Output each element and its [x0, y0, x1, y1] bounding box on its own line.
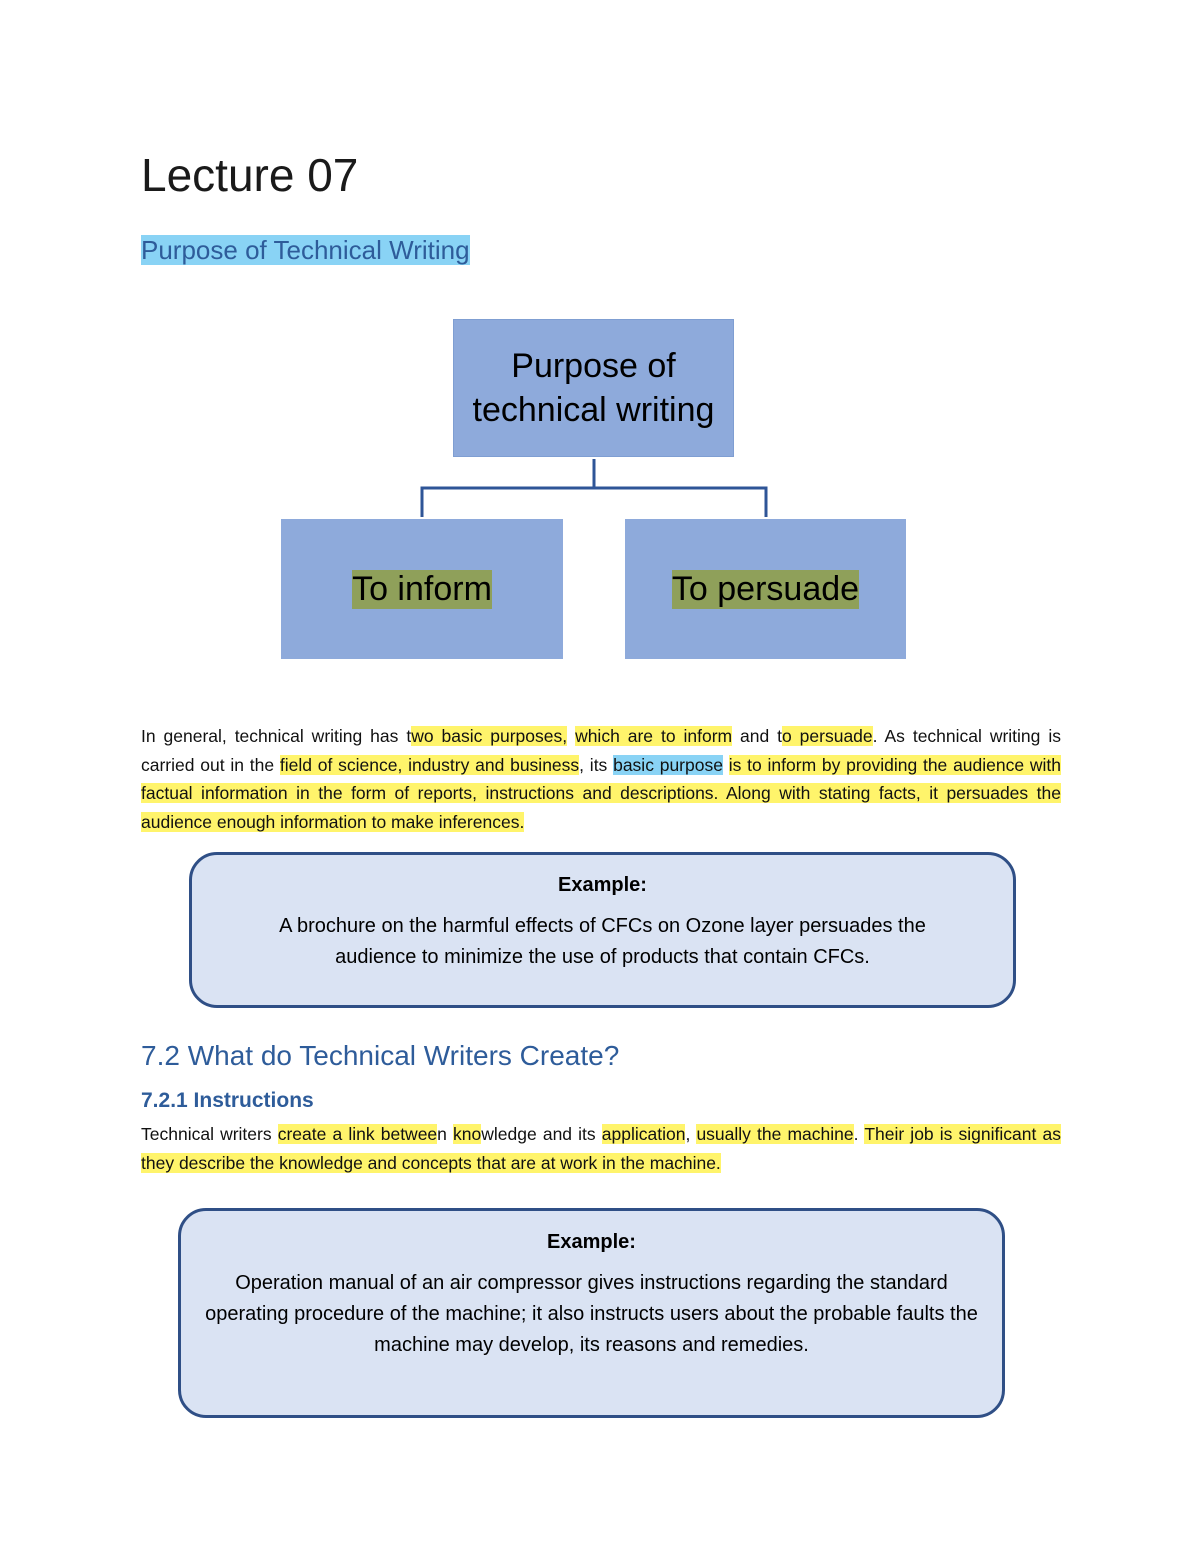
- para1-highlight: is to inform by providing the audience with factual information in the form of reports, instructions and descriptions. Along with stating facts, it persuades the audience enough information to make inferences.: [141, 754, 1061, 832]
- diagram-node-persuade: [625, 519, 906, 659]
- para1-text: In general, technical writing has t: [141, 726, 412, 746]
- diagram-node-inform-label: To inform: [352, 569, 492, 608]
- connector-branch: [422, 488, 766, 517]
- intro-paragraph: [141, 722, 1061, 836]
- example-body: A brochure on the harmful effects of CFCs on Ozone layer persuades the audience to minimize the use of products that contain CFCs.: [279, 915, 926, 968]
- subsection-heading: 7.2.1 Instructions: [141, 1089, 314, 1112]
- para2-text: ,: [685, 1124, 697, 1144]
- section-heading: 7.2 What do Technical Writers Create?: [141, 1040, 620, 1071]
- example-box-1: [189, 852, 1016, 1008]
- para2-text: n: [437, 1124, 454, 1144]
- diagram-node-persuade-label: To persuade: [671, 569, 860, 608]
- para1-highlight: field of science, industry and business: [279, 754, 580, 775]
- subtitle-text: Purpose of Technical Writing: [141, 235, 470, 265]
- para1-text: and t: [732, 726, 783, 746]
- example-body: Operation manual of an air compressor gives instructions regarding the standard operating procedure of the machine; it also instructs users about the probable faults the machine may develop, its reasons and remedies.: [205, 1272, 978, 1356]
- diagram-root-node: [453, 319, 734, 457]
- para1-text: [723, 755, 729, 775]
- para1-text: [567, 726, 575, 746]
- example-label: Example:: [547, 1231, 636, 1253]
- para2-text: and its: [536, 1124, 602, 1144]
- para2-highlight: create a link betwee: [277, 1124, 438, 1144]
- para2-text: .: [853, 1124, 865, 1144]
- para1-text: , its: [579, 754, 614, 775]
- page-title: Lecture 07: [141, 149, 359, 201]
- para2-highlight: application: [601, 1124, 686, 1144]
- para1-highlight: o persuade: [782, 726, 873, 746]
- para1-highlight: wo basic purposes,: [411, 726, 568, 746]
- para2-highlight: Their job is significant as they describe the knowledge and concepts that are at work in the machine.: [141, 1124, 1061, 1173]
- example-box-2: [178, 1208, 1005, 1418]
- para1-text: . As technical writing is carried out in the: [141, 726, 1061, 775]
- para2-highlight: kno: [453, 1124, 482, 1144]
- para1-highlight: which are to inform: [575, 726, 733, 746]
- para1-highlight-blue: basic purpose: [613, 754, 723, 775]
- para2-highlight: usually the machine: [696, 1124, 854, 1144]
- instructions-paragraph: [141, 1120, 1061, 1177]
- para2-text: Technical writers: [141, 1124, 278, 1144]
- para2-text: wledge: [481, 1124, 537, 1144]
- example-label: Example:: [558, 874, 647, 896]
- diagram-root-label: Purpose of technical writing: [472, 347, 715, 429]
- diagram-node-inform: [281, 519, 563, 659]
